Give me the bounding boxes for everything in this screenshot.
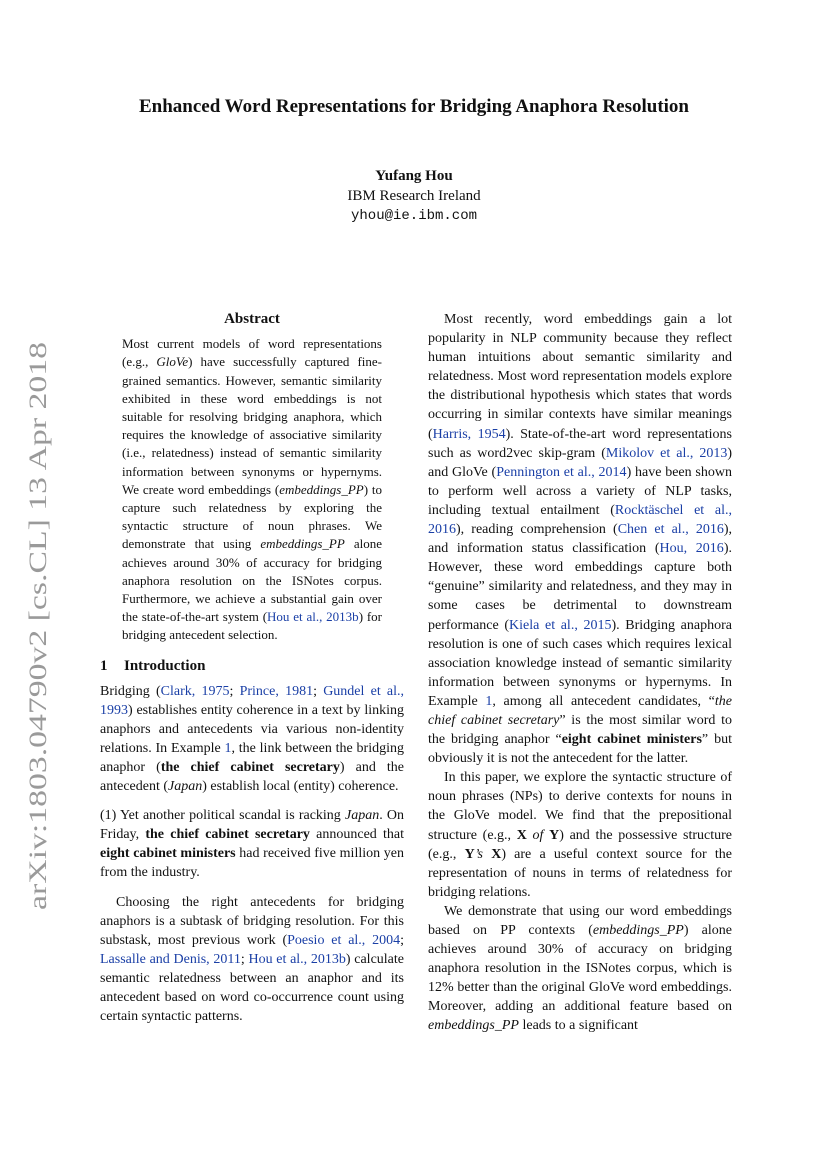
abstract-heading: Abstract: [224, 311, 280, 327]
left-column: [100, 310, 404, 1026]
citation-link[interactable]: Gundel et al., 1993: [100, 683, 405, 718]
abstract-body: Most current models of word representations (e.g., GloVe) have successfully captured fine-grained semantics. However, semantic similarity exhibited in these word embeddings is not suitable for resolving bridging anaphora, which requires the knowledge of associative similarity (i.e., relatedness) instead of semantic similarity information between synonyms or hypernyms. We create word embeddings (embeddings_PP) to capture such relatedness by exploring the syntactic structure of noun phrases. We demonstrate that using embeddings_PP alone achieves around 30% of accuracy for bridging anaphora resolution on the ISNotes corpus. Furthermore, we achieve a substantial gain over the state-of-the-art system (Hou et al., 2013b) for bridging antecedent selection.: [122, 336, 383, 643]
paragraph: Bridging (Clark, 1975; Prince, 1981; Gundel et al., 1993) establishes entity coherence in a text by linking anaphors and antecedents via various non-identity relations. In Example 1, the link between the bridging anaphor (the chief cabinet secretary) and the antecedent (Japan) establish local (entity) coherence.: [100, 683, 405, 795]
section-number: 1: [100, 657, 108, 674]
section-heading: [100, 657, 404, 676]
citation-link[interactable]: Poesio et al., 2004: [287, 932, 401, 948]
example-1: (1) Yet another political scandal is racking Japan. On Friday, the chief cabinet secretary announced that eight cabinet ministers had received five million yen from the industry.: [100, 808, 404, 881]
citation-link[interactable]: Kiela et al., 2015: [509, 617, 612, 633]
arxiv-stamp-text: arXiv:1803.04790v2 [cs.CL] 13 Apr 2018: [25, 489, 52, 910]
citation-link[interactable]: Hou, 2016: [659, 541, 724, 557]
citation-link[interactable]: Rocktäschel et al., 2016: [428, 502, 732, 538]
citation-link[interactable]: Clark, 1975: [160, 683, 230, 699]
author-email: yhou@ie.ibm.com: [350, 208, 478, 224]
arxiv-stamp: [22, 340, 54, 910]
example-link[interactable]: 1: [224, 740, 232, 756]
citation-link[interactable]: Prince, 1981: [239, 683, 314, 699]
example-link[interactable]: 1: [485, 693, 493, 709]
author-affiliation: IBM Research Ireland: [347, 188, 481, 204]
citation-link[interactable]: Mikolov et al., 2013: [605, 445, 728, 461]
citation-link[interactable]: Chen et al., 2016: [617, 522, 724, 538]
author-block: [0, 166, 828, 226]
paper-title: Enhanced Word Representations for Bridging Anaphora Resolution: [138, 96, 690, 117]
paragraph: We demonstrate that using our word embeddings based on PP contexts (embeddings_PP) alone achieves around 30% of accuracy on bridging anaphora resolution in the ISNotes corpus, which is 12% better than the original GloVe word embeddings. Moreover, adding an additional feature based on embeddings_PP leads to a significant: [428, 903, 732, 1034]
paragraph: Most recently, word embeddings gain a lot popularity in NLP community because they reflect human intuitions about semantic similarity and relatedness. Most word representation models explore the distributional hypothesis which states that words occurring in similar contexts have similar meanings (Harris, 1954). State-of-the-art word representations such as word2vec skip-gram (Mikolov et al., 2013) and GloVe (Pennington et al., 2014) have been shown to perform well across a variety of NLP tasks, including textual entailment (Rocktäschel et al., 2016), reading comprehension (Chen et al., 2016), and information status classification (Hou, 2016). However, these word embeddings capture both “genuine” similarity and relatedness, and they may in some cases be detrimental to downstream performance (Kiela et al., 2015). Bridging anaphora resolution is one of such cases which requires lexical association knowledge instead of semantic similarity information between synonyms or hypernyms. In Example 1, among all antecedent candidates, “the chief cabinet secretary” is the most similar word to the bridging anaphor “eight cabinet ministers” but obviously it is not the antecedent for the latter.: [428, 312, 733, 767]
citation-link[interactable]: Pennington et al., 2014: [496, 464, 627, 480]
author-name: Yufang Hou: [375, 168, 453, 184]
paragraph: In this paper, we explore the syntactic structure of noun phrases (NPs) to derive contexts for nouns in the GloVe model. We find that the prepositional structure (e.g., X of Y) and the possessive structure (e.g., Y’s X) are a useful context source for the representation of nouns in terms of relatedness for bridging relations.: [428, 770, 733, 900]
paragraph: Choosing the right antecedents for bridging anaphors is a subtask of bridging resolution. For this substask, most previous work (Poesio et al., 2004; Lassalle and Denis, 2011; Hou et al., 2013b) calculate semantic relatedness between an anaphor and its antecedent based on word co-occurrence count using certain syntactic patterns.: [100, 894, 405, 1025]
section-title: Introduction: [124, 657, 206, 674]
citation-link[interactable]: Hou et al., 2013b: [267, 609, 359, 625]
citation-link[interactable]: Lassalle and Denis, 2011: [100, 951, 241, 967]
citation-link[interactable]: Hou et al., 2013b: [248, 951, 346, 967]
right-column: [428, 310, 732, 1036]
citation-link[interactable]: Harris, 1954: [432, 426, 506, 442]
